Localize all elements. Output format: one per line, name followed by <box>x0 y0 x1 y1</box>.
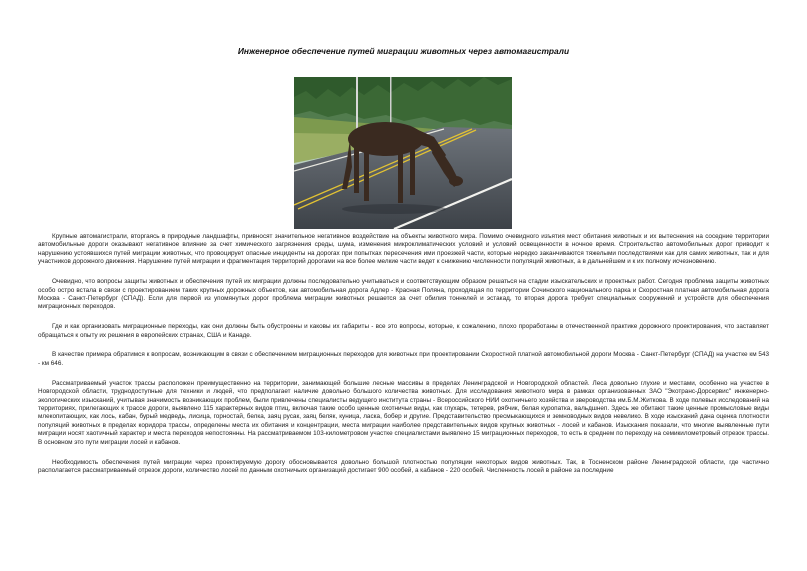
article-body <box>38 233 769 487</box>
paragraph: Необходимость обеспечения путей миграции через проектируемую дорогу обосновывается довольно большой плотностью популяции некоторых видов животных. Так, в Тосненском районе Ленинградской области, где частично располагается рассматриваемый отрезок дороги, количество лосей по данным охотничьих организаций достигает 900 особей, а кабанов - 220 особей. Численность лосей в районе за последние <box>38 458 769 474</box>
paragraph: Крупные автомагистрали, вторгаясь в природные ландшафты, привносят значительное негативное воздействие на объекты животного мира. Помимо очевидного изъятия мест обитания животных и их вытеснения на соседние территории автомобильные дороги оказывают негативное влияние за счет химического загрязнения среды, шума, изменения микроклиматических условий и условий освещенности в ночное время. Строительство автомобильных дорог приводит к нарушению устоявшихся путей миграции животных, что провоцирует опасные инциденты на дорогах при попытках пересечения ими проезжей части, которые нередко заканчиваются тяжелыми последствиями как для самих животных, так и для участников дорожного движения. Нарушение путей миграции и фрагментация территорий дорогами на все более мелкие части ведет к снижению численности популяций животных, а в дальнейшем и к их полному исчезновению. <box>38 233 769 266</box>
paragraph: Рассматриваемый участок трассы расположен преимущественно на территории, занимающей большие лесные массивы в пределах Ленинградской и Новгородской областей. Леса довольно глухие и местами, особенно на участке в Новгородской области, труднодоступные для техники и людей, что предполагает наличие довольно большого количества животных. Для исследования животного мира в рамках организованных ЗАО "Экотранс-Дорсервис" инженерно-экологических изысканий, учитывая значимость возникающих проблем, были привлечены специалисты ведущего института страны - Всероссийского НИИ охотничьего хозяйства и звероводства им.Б.М.Житкова. В ходе полевых исследований на территориях, прилегающих к трассе дороги, выявлено 115 характерных видов птиц, включая такие особо ценные охотничьи виды, как глухарь, тетерев, рябчик, белая куропатка, вальдшнеп. Здесь же обитают такие ценные промысловые виды млекопитающих, как лось, кабан, бурый медведь, лисица, горностай, белка, заяц русак, заяц беляк, куница, ласка, бобер и другие. Представительство пресмыкающихся и земноводных видов невелико. В ходе изысканий дана оценка плотности популяций животных в пределах коридора трассы, определены места их обитания и концентрации, места миграции наиболее представительных видов крупных животных - лосей и кабанов. Изыскания показали, что многие выявленные пути миграции носят хаотичный характер и места переходов непостоянны. На рассматриваемом 103-километровом участке специалистами выявлено 15 миграционных переходов, то есть в среднем по переходу на семикилометровый отрезок трассы. В основном это пути миграции лосей и кабанов. <box>38 379 769 446</box>
page-title: Инженерное обеспечение путей миграции животных через автомагистрали <box>237 46 570 56</box>
paragraph: Где и как организовать миграционные переходы, как они должны быть обустроены и каковы их габариты - все это вопросы, которые, к сожалению, плохо проработаны в отечественной практике дорожного проектирования, что заставляет обращаться к опыту их решения в европейских странах, США и Канаде. <box>38 323 769 339</box>
moose-photo <box>294 77 512 229</box>
paragraph: В качестве примера обратимся к вопросам, возникающим в связи с обеспечением миграционных переходов для животных при проектировании Скоростной платной автомобильной дороги Москва - Санкт-Петербург (СПАД) на участке км 543 - км 646. <box>38 351 769 367</box>
paragraph: Очевидно, что вопросы защиты животных и обеспечения путей их миграции должны последовательно учитываться и соответствующим образом решаться на стадии изыскательских и проектных работ. Сегодня проблема защиты животных особо остро встала в связи с проектированием таких крупных дорожных объектов, как автомобильная дорога Адлер - Красная Поляна, проходящая по территории Сочинского национального парка и Скоростная платная автомобильная дорога Москва - Санкт-Петербург (СПАД). Если для первой из упомянутых дорог проблема миграции животных решается за счет обилия тоннелей и эстакад, то вторая дорога требует специальных сооружений и устройств для обеспечения миграционных переходов. <box>38 278 769 311</box>
